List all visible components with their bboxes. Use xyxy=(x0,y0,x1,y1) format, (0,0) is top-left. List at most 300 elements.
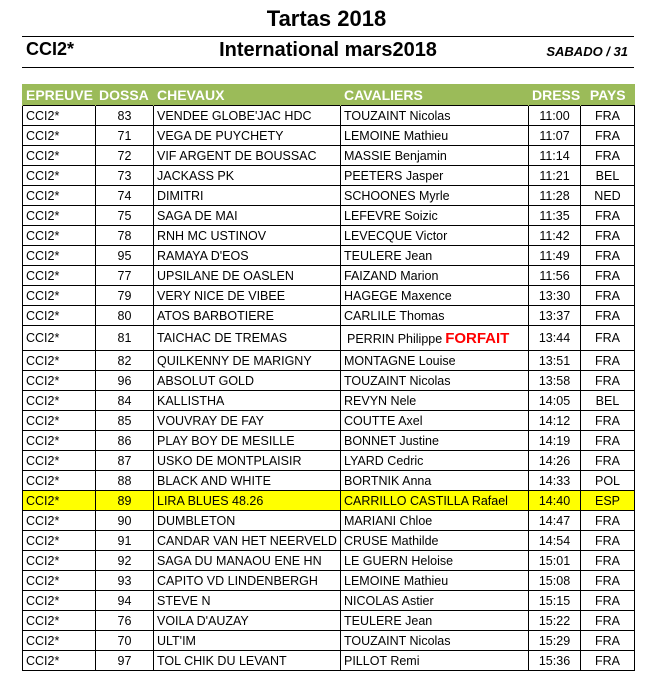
cell-epreuve-text: CCI2* xyxy=(26,533,60,548)
cell-dress-time xyxy=(529,326,581,351)
cell-pays xyxy=(581,411,635,431)
cell-epreuve xyxy=(23,471,96,491)
cell-dress-time xyxy=(529,391,581,411)
cell-pays xyxy=(581,226,635,246)
cell-dress-time xyxy=(529,571,581,591)
cell-dress-time xyxy=(529,206,581,226)
cell-cheval xyxy=(154,326,341,351)
cell-dossard xyxy=(96,106,154,126)
cell-cavalier xyxy=(341,511,529,531)
cell-pays-text: FRA xyxy=(595,248,620,263)
cell-dress-time xyxy=(529,186,581,206)
cell-cavalier xyxy=(341,391,529,411)
cell-dress-time-text: 11:00 xyxy=(539,108,570,123)
cell-dress-time xyxy=(529,491,581,511)
cell-dossard xyxy=(96,651,154,671)
column-header-epreuve: EPREUVE xyxy=(23,84,96,106)
cell-pays-text: FRA xyxy=(595,653,620,668)
cell-cavalier xyxy=(341,266,529,286)
cell-dossard xyxy=(96,226,154,246)
cell-pays-text: FRA xyxy=(595,128,620,143)
cell-dossard-text: 91 xyxy=(117,533,132,548)
cell-epreuve-text: CCI2* xyxy=(26,573,60,588)
cell-dossard-text: 92 xyxy=(117,553,132,568)
cell-epreuve xyxy=(23,551,96,571)
cell-cavalier xyxy=(341,106,529,126)
cell-epreuve xyxy=(23,491,96,511)
cell-dossard xyxy=(96,411,154,431)
cell-epreuve xyxy=(23,106,96,126)
cell-dossard-text: 74 xyxy=(117,188,132,203)
cell-pays xyxy=(581,146,635,166)
cell-cavalier-text: LYARD Cedric xyxy=(344,453,424,468)
cell-dress-time-text: 14:26 xyxy=(538,453,571,468)
table-row xyxy=(23,431,635,451)
day-label: SABADO / 31 xyxy=(546,44,628,59)
cell-dossard xyxy=(96,286,154,306)
cell-cavalier xyxy=(341,306,529,326)
column-header-dress: DRESS xyxy=(529,84,581,106)
cell-epreuve xyxy=(23,631,96,651)
cell-cheval-text: DIMITRI xyxy=(157,188,204,203)
cell-cavalier xyxy=(341,371,529,391)
table-row xyxy=(23,146,635,166)
table-row xyxy=(23,326,635,351)
cell-dress-time xyxy=(529,226,581,246)
cell-cheval xyxy=(154,226,341,246)
cell-cavalier-text: PEETERS Jasper xyxy=(344,168,444,183)
cell-dossard xyxy=(96,611,154,631)
cell-dress-time xyxy=(529,611,581,631)
cell-dress-time xyxy=(529,306,581,326)
cell-cavalier-text: REVYN Nele xyxy=(344,393,417,408)
cell-epreuve xyxy=(23,166,96,186)
cell-pays-text: BEL xyxy=(595,393,620,408)
cell-epreuve xyxy=(23,391,96,411)
cell-epreuve xyxy=(23,286,96,306)
cell-dress-time-text: 14:40 xyxy=(538,493,571,508)
cell-dossard-text: 77 xyxy=(117,268,132,283)
cell-epreuve-text: CCI2* xyxy=(26,653,60,668)
cell-dress-time-text: 11:35 xyxy=(539,208,570,223)
cell-dossard-text: 93 xyxy=(117,573,132,588)
cell-dress-time xyxy=(529,106,581,126)
cell-pays-text: FRA xyxy=(595,288,620,303)
cell-dossard xyxy=(96,391,154,411)
table-row xyxy=(23,206,635,226)
cell-epreuve-text: CCI2* xyxy=(26,108,60,123)
cell-cheval xyxy=(154,351,341,371)
cell-cheval xyxy=(154,146,341,166)
cell-cheval xyxy=(154,591,341,611)
cell-pays xyxy=(581,246,635,266)
cell-epreuve-text: CCI2* xyxy=(26,493,60,508)
cell-pays-text: FRA xyxy=(595,148,620,163)
cell-cheval-text: CAPITO VD LINDENBERGH xyxy=(157,573,318,588)
cell-cavalier-text: TOUZAINT Nicolas xyxy=(344,373,451,388)
category-label: CCI2* xyxy=(26,39,75,59)
cell-dress-time xyxy=(529,551,581,571)
cell-cheval xyxy=(154,106,341,126)
table-row xyxy=(23,471,635,491)
cell-epreuve-text: CCI2* xyxy=(26,473,60,488)
cell-dress-time-text: 14:33 xyxy=(538,473,571,488)
cell-dress-time-text: 13:44 xyxy=(538,331,571,345)
cell-pays xyxy=(581,471,635,491)
cell-dossard-text: 81 xyxy=(117,331,132,345)
cell-dossard-text: 78 xyxy=(117,228,132,243)
cell-epreuve xyxy=(23,226,96,246)
cell-cavalier xyxy=(341,206,529,226)
cell-cheval-text: STEVE N xyxy=(157,593,211,608)
page-title: Tartas 2018 xyxy=(266,6,387,31)
cell-dress-time-text: 14:47 xyxy=(538,513,571,528)
table-row xyxy=(23,306,635,326)
forfait-note: FORFAIT xyxy=(445,329,510,347)
cell-dossard-text: 79 xyxy=(117,288,132,303)
cell-dress-time xyxy=(529,246,581,266)
cell-dossard-text: 85 xyxy=(117,413,132,428)
cell-epreuve xyxy=(23,146,96,166)
cell-epreuve xyxy=(23,611,96,631)
table-row xyxy=(23,631,635,651)
cell-dossard-text: 94 xyxy=(117,593,132,608)
cell-pays-text: NED xyxy=(594,188,621,203)
sub-header xyxy=(22,37,634,67)
cell-cavalier xyxy=(341,571,529,591)
cell-dossard xyxy=(96,491,154,511)
cell-cheval xyxy=(154,286,341,306)
cell-pays xyxy=(581,491,635,511)
cell-dossard xyxy=(96,451,154,471)
cell-epreuve-text: CCI2* xyxy=(26,433,60,448)
cell-dress-time-text: 11:42 xyxy=(539,228,570,243)
cell-epreuve xyxy=(23,246,96,266)
cell-pays xyxy=(581,306,635,326)
cell-pays-text: FRA xyxy=(595,513,620,528)
cell-dress-time xyxy=(529,431,581,451)
cell-cavalier-text: LEMOINE Mathieu xyxy=(344,128,449,143)
cell-dress-time xyxy=(529,651,581,671)
cell-cheval xyxy=(154,651,341,671)
cell-cheval-text: SAGA DU MANAOU ENE HN xyxy=(157,553,322,568)
cell-cavalier-text: MARIANI Chloe xyxy=(344,513,433,528)
table-row xyxy=(23,411,635,431)
cell-dossard-text: 96 xyxy=(117,373,132,388)
cell-pays xyxy=(581,326,635,351)
cell-dress-time-text: 11:14 xyxy=(539,148,570,163)
cell-dossard-text: 95 xyxy=(117,248,132,263)
cell-epreuve-text: CCI2* xyxy=(26,148,60,163)
cell-cavalier-text: FAIZAND Marion xyxy=(344,268,439,283)
cell-pays-text: FRA xyxy=(595,533,620,548)
header-divider-bottom xyxy=(22,67,634,68)
cell-cheval xyxy=(154,571,341,591)
cell-dress-time xyxy=(529,451,581,471)
cell-pays-text: FRA xyxy=(595,553,620,568)
cell-dress-time xyxy=(529,531,581,551)
cell-dress-time xyxy=(529,126,581,146)
cell-dossard xyxy=(96,266,154,286)
cell-pays xyxy=(581,166,635,186)
cell-dress-time-text: 14:19 xyxy=(538,433,571,448)
cell-pays-text: FRA xyxy=(595,433,620,448)
cell-cavalier-text: NICOLAS Astier xyxy=(344,593,434,608)
cell-dress-time-text: 11:49 xyxy=(539,248,570,263)
cell-pays xyxy=(581,451,635,471)
cell-cheval xyxy=(154,411,341,431)
cell-cheval-text: QUILKENNY DE MARIGNY xyxy=(157,353,312,368)
cell-cheval xyxy=(154,471,341,491)
cell-cavalier-text: PILLOT Remi xyxy=(344,653,420,668)
cell-cavalier xyxy=(341,166,529,186)
event-title: International mars2018 xyxy=(219,39,437,61)
cell-pays xyxy=(581,266,635,286)
cell-dress-time xyxy=(529,166,581,186)
column-header-chevaux: CHEVAUX xyxy=(154,84,341,106)
cell-pays-text: FRA xyxy=(595,453,620,468)
cell-pays xyxy=(581,126,635,146)
cell-dress-time xyxy=(529,286,581,306)
cell-dress-time-text: 13:51 xyxy=(538,353,571,368)
cell-cavalier-text: LEFEVRE Soizic xyxy=(344,208,438,223)
cell-pays xyxy=(581,206,635,226)
cell-dossard-text: 89 xyxy=(117,493,132,508)
cell-cheval-text: ATOS BARBOTIERE xyxy=(157,308,274,323)
table-row xyxy=(23,126,635,146)
cell-cavalier-text: BORTNIK Anna xyxy=(344,473,432,488)
cell-dossard-text: 70 xyxy=(117,633,132,648)
cell-cheval-text: USKO DE MONTPLAISIR xyxy=(157,453,302,468)
cell-cheval-text: PLAY BOY DE MESILLE xyxy=(157,433,295,448)
cell-dossard xyxy=(96,186,154,206)
cell-dossard xyxy=(96,571,154,591)
cell-cavalier-text: BONNET Justine xyxy=(344,433,439,448)
cell-dress-time xyxy=(529,631,581,651)
cell-cavalier-text: PERRIN Philippe xyxy=(347,331,443,346)
cell-pays-text: FRA xyxy=(595,413,620,428)
cell-dossard xyxy=(96,531,154,551)
cell-cavalier-text: TEULERE Jean xyxy=(344,248,433,263)
table-row xyxy=(23,511,635,531)
cell-pays-text: ESP xyxy=(594,493,620,508)
cell-dossard xyxy=(96,206,154,226)
table-row xyxy=(23,266,635,286)
cell-cavalier-text: LEMOINE Mathieu xyxy=(344,573,449,588)
cell-pays xyxy=(581,511,635,531)
cell-pays xyxy=(581,186,635,206)
cell-cheval-text: VEGA DE PUYCHETY xyxy=(157,128,284,143)
cell-dossard xyxy=(96,631,154,651)
cell-dossard-text: 72 xyxy=(117,148,132,163)
cell-cavalier xyxy=(341,451,529,471)
cell-cavalier xyxy=(341,351,529,371)
table-row xyxy=(23,551,635,571)
cell-pays-text: FRA xyxy=(595,331,620,345)
column-header-dossard: DOSSA xyxy=(96,84,154,106)
cell-cavalier-text: LE GUERN Heloise xyxy=(344,553,454,568)
cell-dress-time-text: 15:01 xyxy=(538,553,571,568)
cell-epreuve xyxy=(23,451,96,471)
cell-epreuve xyxy=(23,126,96,146)
cell-epreuve xyxy=(23,186,96,206)
cell-cavalier xyxy=(341,411,529,431)
cell-pays xyxy=(581,106,635,126)
cell-pays-text: FRA xyxy=(595,228,620,243)
cell-dossard xyxy=(96,511,154,531)
cell-pays xyxy=(581,631,635,651)
cell-pays xyxy=(581,571,635,591)
table-row xyxy=(23,351,635,371)
cell-dossard-text: 83 xyxy=(117,108,132,123)
cell-dossard xyxy=(96,351,154,371)
cell-epreuve xyxy=(23,326,96,351)
cell-cheval xyxy=(154,551,341,571)
cell-pays-text: FRA xyxy=(595,613,620,628)
cell-pays-text: POL xyxy=(594,473,620,488)
cell-cheval xyxy=(154,266,341,286)
cell-cheval-text: RNH MC USTINOV xyxy=(157,228,267,243)
cell-pays xyxy=(581,611,635,631)
table-row xyxy=(23,591,635,611)
cell-cavalier xyxy=(341,491,529,511)
cell-epreuve-text: CCI2* xyxy=(26,288,60,303)
cell-cheval xyxy=(154,126,341,146)
cell-dossard-text: 80 xyxy=(117,308,132,323)
cell-epreuve-text: CCI2* xyxy=(26,553,60,568)
cell-epreuve-text: CCI2* xyxy=(26,633,60,648)
cell-cavalier xyxy=(341,286,529,306)
cell-dress-time xyxy=(529,471,581,491)
cell-epreuve-text: CCI2* xyxy=(26,188,60,203)
cell-dossard xyxy=(96,146,154,166)
table-row xyxy=(23,226,635,246)
table-row xyxy=(23,491,635,511)
cell-cheval xyxy=(154,511,341,531)
cell-pays-text: FRA xyxy=(595,208,620,223)
cell-cheval-text: ABSOLUT GOLD xyxy=(157,373,255,388)
cell-dress-time-text: 15:29 xyxy=(538,633,571,648)
cell-dress-time xyxy=(529,411,581,431)
cell-epreuve-text: CCI2* xyxy=(26,228,60,243)
cell-pays xyxy=(581,371,635,391)
cell-dress-time-text: 15:22 xyxy=(538,613,571,628)
cell-dossard xyxy=(96,431,154,451)
cell-dossard-text: 82 xyxy=(117,353,132,368)
cell-pays-text: FRA xyxy=(595,593,620,608)
cell-pays xyxy=(581,391,635,411)
table-row xyxy=(23,651,635,671)
cell-dossard xyxy=(96,591,154,611)
cell-pays-text: FRA xyxy=(595,373,620,388)
cell-epreuve xyxy=(23,531,96,551)
cell-epreuve xyxy=(23,351,96,371)
cell-cheval-text: LIRA BLUES 48.26 xyxy=(157,493,264,508)
cell-cheval xyxy=(154,611,341,631)
cell-epreuve xyxy=(23,266,96,286)
cell-dress-time-text: 15:08 xyxy=(538,573,571,588)
cell-cheval-text: DUMBLETON xyxy=(157,513,236,528)
cell-dossard-text: 76 xyxy=(117,613,132,628)
cell-cavalier xyxy=(341,471,529,491)
cell-dossard-text: 71 xyxy=(117,128,132,143)
cell-dossard xyxy=(96,371,154,391)
table-row xyxy=(23,246,635,266)
cell-epreuve-text: CCI2* xyxy=(26,393,60,408)
cell-pays xyxy=(581,286,635,306)
cell-cavalier xyxy=(341,186,529,206)
cell-cheval xyxy=(154,246,341,266)
table-header-row xyxy=(23,84,635,106)
cell-cheval xyxy=(154,451,341,471)
table-row xyxy=(23,166,635,186)
cell-epreuve-text: CCI2* xyxy=(26,593,60,608)
cell-cheval-text: ULT'IM xyxy=(157,633,196,648)
table-body xyxy=(23,106,635,671)
cell-epreuve xyxy=(23,511,96,531)
cell-cavalier xyxy=(341,146,529,166)
cell-cheval xyxy=(154,491,341,511)
cell-dossard xyxy=(96,246,154,266)
cell-cavalier xyxy=(341,431,529,451)
column-header-pays: PAYS xyxy=(581,84,635,106)
cell-dress-time-text: 13:58 xyxy=(538,373,571,388)
cell-cavalier-text: TOUZAINT Nicolas xyxy=(344,108,451,123)
cell-dossard-text: 75 xyxy=(117,208,132,223)
cell-epreuve xyxy=(23,591,96,611)
cell-dress-time-text: 15:36 xyxy=(538,653,571,668)
cell-cheval-text: JACKASS PK xyxy=(157,168,235,183)
cell-cavalier-text: SCHOONES Myrle xyxy=(344,188,450,203)
cell-pays-text: FRA xyxy=(595,573,620,588)
cell-dress-time-text: 11:56 xyxy=(539,268,570,283)
table-row xyxy=(23,286,635,306)
cell-dress-time-text: 11:28 xyxy=(539,188,570,203)
cell-cheval xyxy=(154,531,341,551)
cell-dress-time-text: 14:54 xyxy=(538,533,571,548)
cell-dress-time xyxy=(529,351,581,371)
cell-dossard xyxy=(96,306,154,326)
cell-epreuve xyxy=(23,431,96,451)
cell-pays xyxy=(581,651,635,671)
cell-dossard-text: 97 xyxy=(117,653,132,668)
start-list-table xyxy=(22,84,635,671)
cell-cheval-text: VIF ARGENT DE BOUSSAC xyxy=(157,148,317,163)
cell-epreuve-text: CCI2* xyxy=(26,613,60,628)
cell-epreuve-text: CCI2* xyxy=(26,268,60,283)
cell-pays xyxy=(581,431,635,451)
cell-cavalier-text: MASSIE Benjamin xyxy=(344,148,447,163)
cell-pays-text: FRA xyxy=(595,108,620,123)
cell-cheval xyxy=(154,206,341,226)
cell-dossard-text: 88 xyxy=(117,473,132,488)
cell-dossard-text: 73 xyxy=(117,168,132,183)
cell-cavalier xyxy=(341,631,529,651)
cell-epreuve-text: CCI2* xyxy=(26,453,60,468)
cell-cheval xyxy=(154,431,341,451)
cell-epreuve-text: CCI2* xyxy=(26,128,60,143)
cell-cheval xyxy=(154,186,341,206)
cell-pays-text: FRA xyxy=(595,268,620,283)
cell-cheval xyxy=(154,631,341,651)
cell-epreuve xyxy=(23,306,96,326)
column-header-cavaliers: CAVALIERS xyxy=(341,84,529,106)
cell-cheval-text: CANDAR VAN HET NEERVELD xyxy=(157,533,337,548)
cell-cheval xyxy=(154,391,341,411)
cell-dress-time xyxy=(529,371,581,391)
cell-dossard xyxy=(96,471,154,491)
cell-epreuve-text: CCI2* xyxy=(26,331,60,345)
